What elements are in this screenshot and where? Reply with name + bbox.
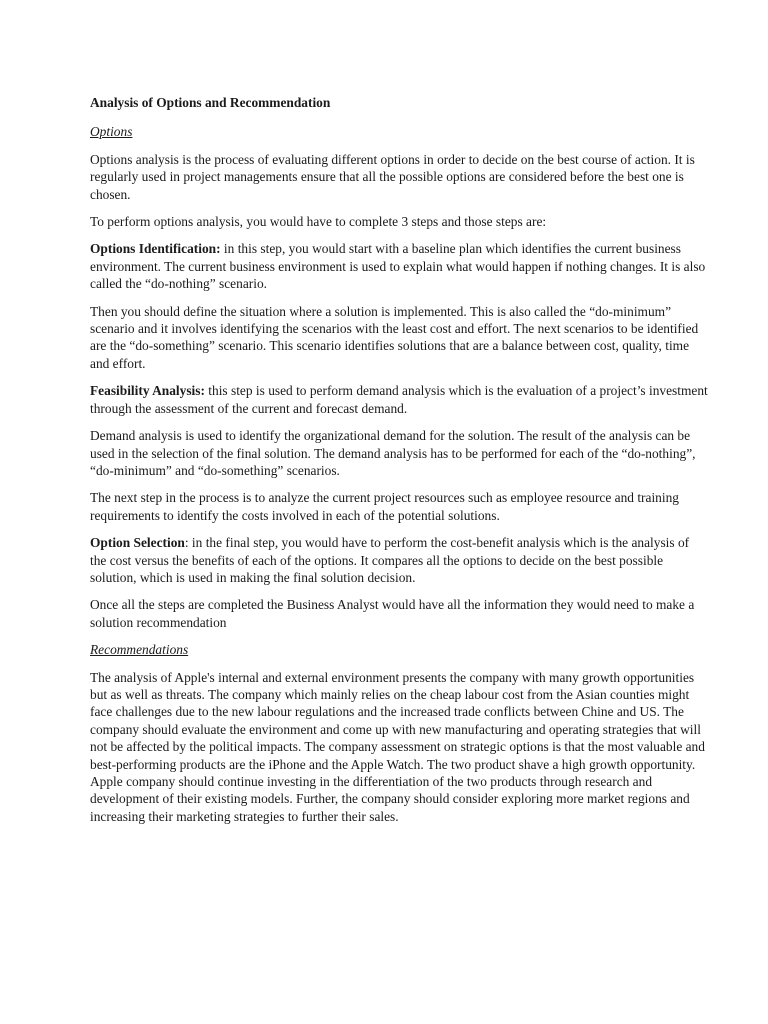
options-heading: Options bbox=[90, 124, 133, 140]
document-title: Analysis of Options and Recommendation bbox=[90, 95, 331, 110]
option-selection-text: : in the final step, you would have to perform the cost-benefit analysis which is the analysis of the cost versus the benefits of each of the options. It compares all the options to decide on the best possible solution, which is used in making the final solution decision. bbox=[90, 535, 690, 585]
do-minimum-paragraph: Then you should define the situation where a solution is implemented. This is also called the “do-minimum” scenario and it involves identifying the scenarios with the least cost and effort. The next scenarios to be identified are the “do-something” scenario. This scenario identifies solutions that are a balance between cost, quality, time and effort. bbox=[90, 303, 699, 371]
recommendations-heading: Recommendations bbox=[90, 642, 189, 658]
demand-analysis-paragraph: Demand analysis is used to identify the organizational demand for the solution. The result of the analysis can be used in the selection of the final solution. The demand analysis has to be performed for each of the “do-nothing”, “do-minimum” and “do-something” scenarios. bbox=[90, 428, 696, 478]
options-definition-paragraph: Options analysis is the process of evaluating different options in order to decide on the best course of action. It is regularly used in project managements ensure that all the possible options are considered before the best one is chosen. bbox=[90, 151, 695, 202]
option-selection-lead: Option Selection bbox=[90, 535, 185, 551]
feasibility-analysis-lead: Feasibility Analysis: bbox=[90, 383, 205, 399]
resources-paragraph: The next step in the process is to analyze the current project resources such as employee resource and training requirements to identify the costs involved in each of the potential solutions. bbox=[90, 490, 679, 523]
business-analyst-paragraph: Once all the steps are completed the Business Analyst would have all the information they would need to make a solution recommendation bbox=[90, 597, 695, 630]
option-selection-paragraph bbox=[90, 534, 708, 586]
steps-intro-paragraph: To perform options analysis, you would have to complete 3 steps and those steps are: bbox=[90, 214, 547, 230]
options-identification-text: in this step, you would start with a baseline plan which identifies the current business environment. The current business environment is used to explain what would happen if nothing changes. It is also called the “do-nothing” scenario. bbox=[90, 241, 706, 292]
feasibility-analysis-text: this step is used to perform demand analysis which is the evaluation of a project’s investment through the assessment of the current and forecast demand. bbox=[90, 383, 708, 416]
feasibility-analysis-paragraph bbox=[90, 382, 708, 417]
options-identification-paragraph bbox=[90, 240, 708, 292]
options-identification-lead: Options Identification: bbox=[90, 241, 221, 257]
recommendations-paragraph: The analysis of Apple's internal and external environment presents the company with many growth opportunities but as well as threats. The company which mainly relies on the cheap labour cost from the Asian counties might face challenges due to the new labour regulations and the increased trade conflicts between Chine and US. The company should evaluate the environment and come up with new manufacturing and operating strategies that will not be affected by the political impacts. The company assessment on strategic options is that the most valuable and best-performing products are the iPhone and the Apple Watch. The two product shave a high growth opportunity. Apple company should continue investing in the differentiation of the two products through research and development of their existing models. Further, the company should consider exploring more market regions and increasing their marketing strategies to further their sales. bbox=[90, 669, 705, 824]
